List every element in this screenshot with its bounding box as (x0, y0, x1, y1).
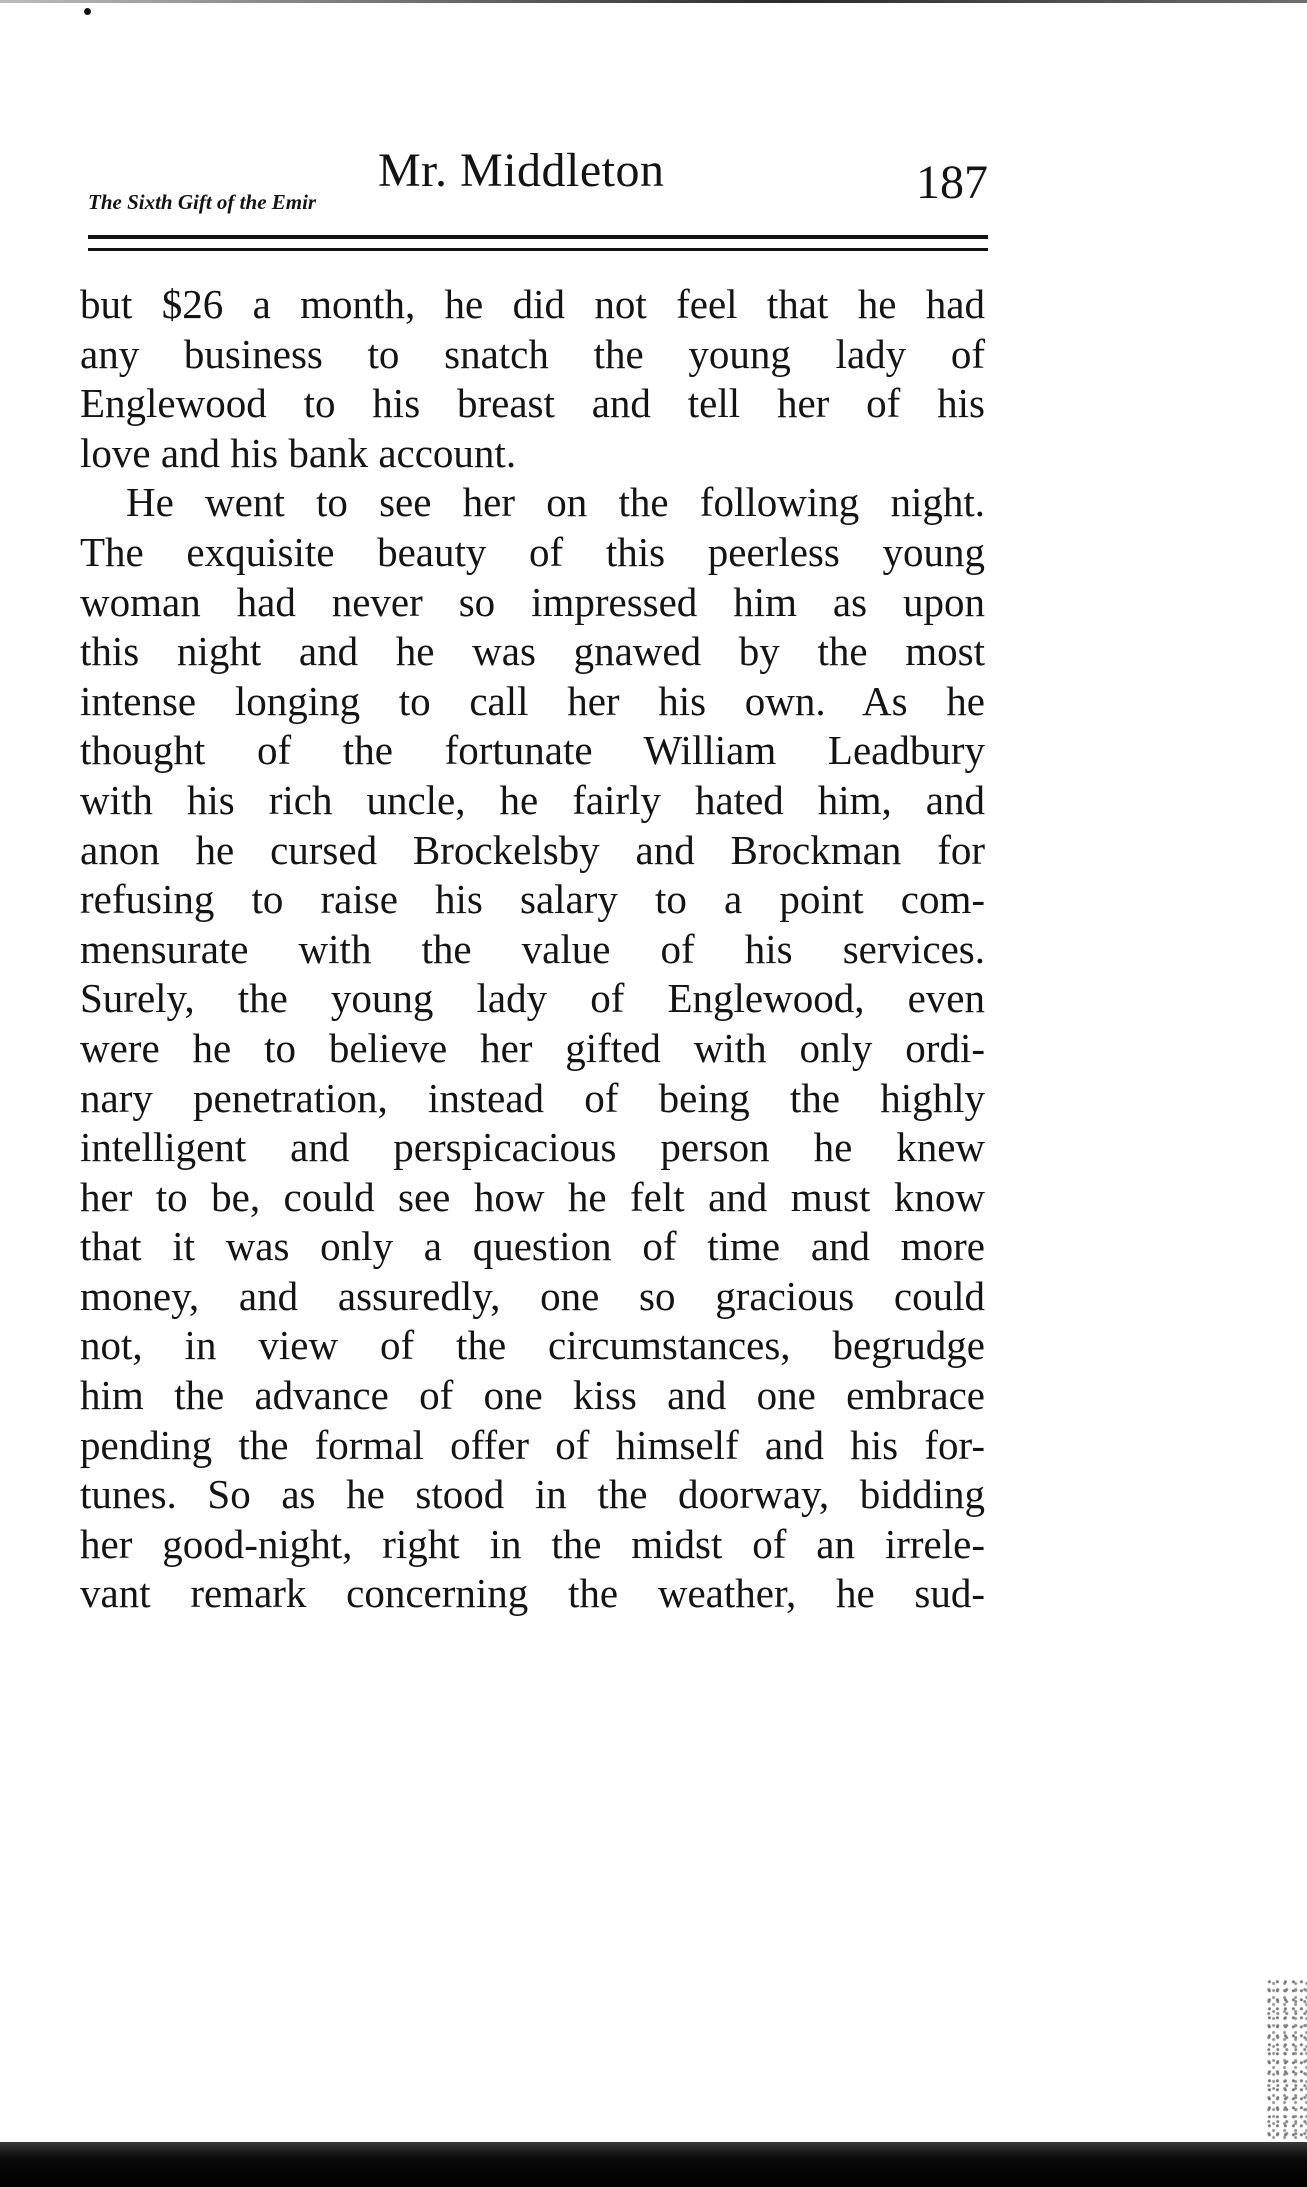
text-line: not, in view of the circumstances, begrudge (80, 1322, 985, 1369)
text-line: Englewood to his breast and tell her of his (80, 380, 985, 427)
text-line: that it was only a question of time and more (80, 1223, 985, 1270)
body-text (80, 280, 985, 1619)
text-line: money, and assuredly, one so gracious could (80, 1272, 985, 1319)
text-line: Surely, the young lady of Englewood, even (80, 975, 985, 1022)
text-line: her to be, could see how he felt and must know (80, 1173, 985, 1220)
text-line: any business to snatch the young lady of (80, 330, 985, 377)
text-line: vant remark concerning the weather, he sud- (80, 1570, 985, 1617)
text-line: mensurate with the value of his services. (80, 925, 985, 972)
text-line: anon he cursed Brockelsby and Brockman for (80, 826, 985, 873)
text-line: this night and he was gnawed by the most (80, 628, 985, 675)
scan-speck (84, 8, 91, 15)
running-subtitle: The Sixth Gift of the Emir (88, 190, 317, 214)
running-title: Mr. Middleton (378, 144, 665, 197)
text-line: He went to see her on the following night. (126, 479, 985, 526)
scan-speckle (1267, 1980, 1307, 2140)
text-line: intense longing to call her his own. As he (80, 677, 985, 724)
text-line: nary penetration, instead of being the highly (80, 1074, 985, 1121)
scan-bottom-edge (0, 2142, 1307, 2187)
text-line: pending the formal offer of himself and his for- (80, 1421, 985, 1468)
text-line: were he to believe her gifted with only ordi- (80, 1024, 985, 1071)
page-number: 187 (916, 156, 988, 209)
text-line: refusing to raise his salary to a point com- (80, 876, 985, 923)
header-rule-thick (88, 235, 988, 239)
text-line: her good-night, right in the midst of an irrele- (80, 1520, 985, 1567)
text-line: but $26 a month, he did not feel that he had (80, 281, 985, 327)
text-line: him the advance of one kiss and one embrace (80, 1372, 985, 1419)
running-head (88, 135, 988, 215)
header-rule-thin (88, 248, 988, 251)
text-line: tunes. So as he stood in the doorway, bidding (80, 1471, 985, 1518)
scan-top-edge (0, 0, 1307, 3)
text-line: thought of the fortunate William Leadbury (80, 727, 985, 774)
text-line: love and his bank account. (80, 429, 517, 476)
text-line: woman had never so impressed him as upon (80, 578, 985, 625)
text-line: intelligent and perspicacious person he knew (80, 1124, 985, 1171)
text-line: with his rich uncle, he fairly hated him, and (80, 776, 985, 823)
text-line: The exquisite beauty of this peerless young (80, 528, 985, 575)
